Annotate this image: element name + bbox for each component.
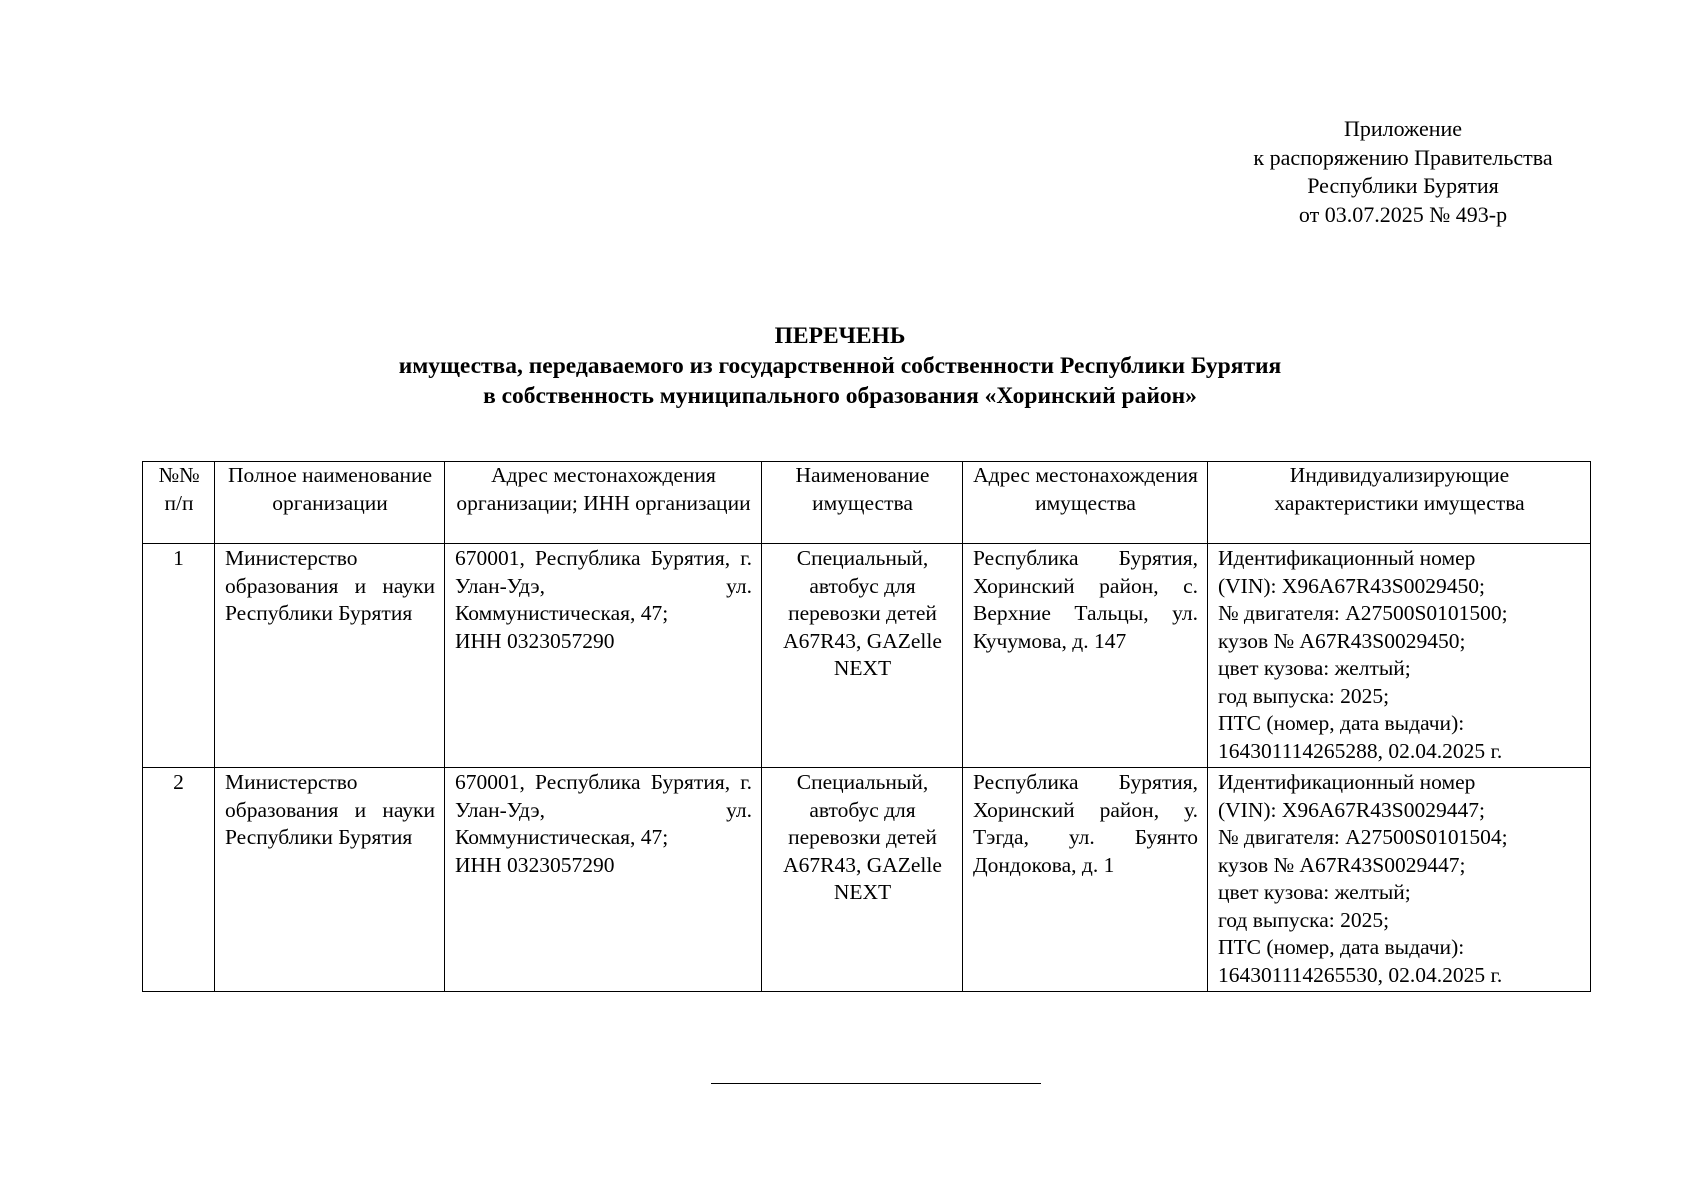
characteristic-line: ПТС (номер, дата выдачи):	[1218, 711, 1465, 735]
document-title: ПЕРЕЧЕНЬ	[774, 323, 906, 349]
column-header-number: №№ п/п	[143, 462, 215, 544]
characteristic-line: Идентификационный номер	[1218, 546, 1476, 570]
characteristic-line: (VIN): X96A67R43S0029450;	[1218, 573, 1485, 598]
organization-name: Министерство образования и науки Республики Бурятия	[215, 768, 445, 992]
table-header-row	[143, 462, 1591, 544]
table-row	[143, 544, 1591, 768]
column-header-characteristics: Индивидуализирующие характеристики имущества	[1208, 462, 1591, 544]
appendix-line: к распоряжению Правительства	[1253, 144, 1553, 170]
column-header-property-name: Наименование имущества	[762, 462, 963, 544]
appendix-line: Республики Бурятия	[1307, 173, 1499, 198]
column-header-property-address: Адрес местонахождения имущества	[963, 462, 1208, 544]
appendix-block	[1188, 115, 1618, 229]
property-name: Специальный, автобус для перевозки детей А67R43, GAZelle NEXT	[762, 768, 963, 992]
appendix-line: от 03.07.2025 № 493-р	[1298, 201, 1508, 227]
characteristic-line: (VIN): X96A67R43S0029447;	[1218, 797, 1485, 822]
characteristic-line: ПТС (номер, дата выдачи):	[1218, 935, 1465, 959]
organization-inn: ИНН 0323057290	[455, 628, 615, 653]
characteristic-line: Идентификационный номер	[1218, 770, 1476, 794]
document-heading	[150, 321, 1530, 411]
characteristic-line: № двигателя: A27500S0101500;	[1218, 601, 1508, 625]
organization-address: 670001, Республика Бурятия, г. Улан-Удэ, ул. Коммунистическая, 47;	[455, 546, 752, 625]
column-header-organization: Полное наименование организации	[215, 462, 445, 544]
organization-name: Министерство образования и науки Республики Бурятия	[215, 544, 445, 768]
document-subtitle-line: имущества, передаваемого из государственной собственности Республики Бурятия	[398, 353, 1282, 379]
property-table	[142, 461, 1591, 992]
characteristic-line: год выпуска: 2025;	[1218, 683, 1390, 708]
table-row	[143, 768, 1591, 992]
organization-address-cell	[445, 768, 762, 992]
document-subtitle-line: в собственность муниципального образования «Хоринский район»	[483, 383, 1197, 409]
property-name: Специальный, автобус для перевозки детей А67R43, GAZelle NEXT	[762, 544, 963, 768]
end-of-document-rule	[711, 1083, 1041, 1084]
characteristic-line: № двигателя: A27500S0101504;	[1218, 825, 1508, 849]
characteristic-line: 164301114265530, 02.04.2025 г.	[1218, 962, 1503, 987]
appendix-line: Приложение	[1343, 116, 1463, 141]
organization-inn: ИНН 0323057290	[455, 852, 615, 877]
property-address: Республика Бурятия, Хоринский район, у. Тэгда, ул. Буянто Дондокова, д. 1	[963, 768, 1208, 992]
organization-address: 670001, Республика Бурятия, г. Улан-Удэ, ул. Коммунистическая, 47;	[455, 770, 752, 849]
property-address: Республика Бурятия, Хоринский район, с. Верхние Тальцы, ул. Кучумова, д. 147	[963, 544, 1208, 768]
characteristic-line: кузов № A67R43S0029450;	[1218, 628, 1466, 653]
characteristic-line: цвет кузова: желтый;	[1218, 880, 1411, 904]
property-characteristics	[1208, 768, 1591, 992]
row-number: 2	[143, 768, 215, 992]
organization-address-cell	[445, 544, 762, 768]
row-number: 1	[143, 544, 215, 768]
characteristic-line: кузов № A67R43S0029447;	[1218, 852, 1466, 877]
characteristic-line: 164301114265288, 02.04.2025 г.	[1218, 738, 1503, 763]
characteristic-line: цвет кузова: желтый;	[1218, 656, 1411, 680]
column-header-organization-address: Адрес местонахождения организации; ИНН организации	[445, 462, 762, 544]
characteristic-line: год выпуска: 2025;	[1218, 907, 1390, 932]
property-characteristics	[1208, 544, 1591, 768]
